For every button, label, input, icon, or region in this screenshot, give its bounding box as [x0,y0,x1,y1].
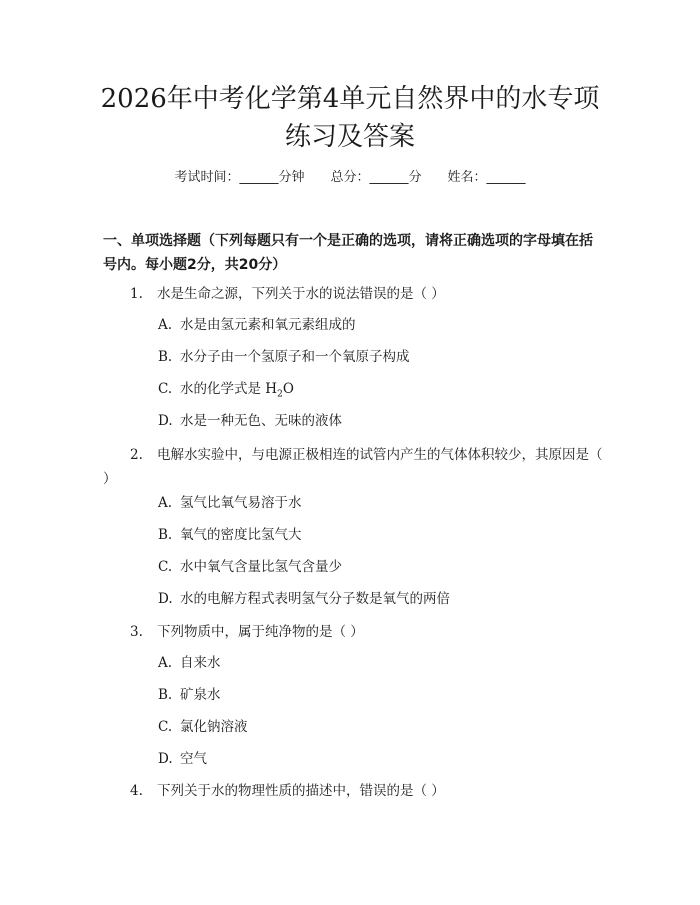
question-text: 下列关于水的物理性质的描述中，错误的是（ ） [157,783,445,799]
question-4 [103,779,603,803]
question-text: 水是生命之源，下列关于水的说法错误的是（ ） [157,286,445,302]
question-1-option-d [158,411,598,431]
total-score-label: 总分：______分 [330,170,422,185]
option-text: 空气 [180,751,207,767]
question-number: 1. [130,286,143,302]
subscript: 2 [277,389,283,400]
student-name-label: 姓名：______ [447,170,526,185]
section-heading-single-choice: 一、单项选择题（下列每题只有一个是正确的选项，请将正确选项的字母填在括号内。每小题2分，共20分） [103,233,593,273]
option-letter: A. [158,495,173,511]
question-1-option-c [158,379,598,405]
option-letter: D. [158,591,173,607]
option-text: 氯化钠溶液 [180,719,248,735]
question-3-option-d [158,749,598,769]
question-text: 下列物质中，属于纯净物的是（ ） [157,624,364,640]
question-2-option-a [158,493,598,513]
option-letter: B. [158,687,173,703]
question-2 [103,443,603,491]
question-3-option-a [158,653,598,673]
question-3-option-b [158,685,598,705]
question-number: 2. [130,447,143,463]
question-number: 4. [130,783,143,799]
option-text: 氧气的密度比氢气大 [180,527,302,543]
option-text: 水的化学式是 H [180,381,278,397]
question-1 [103,282,603,306]
option-text: 氢气比氧气易溶于水 [180,495,302,511]
question-1-option-a [158,315,598,335]
question-text: 电解水实验中，与电源正极相连的试管内产生的气体体积较少，其原因是（ ） [103,447,603,487]
option-text: 水中氧气含量比氢气含量少 [180,559,342,575]
option-text: 自来水 [180,655,221,671]
title-line-2: 练习及答案 [284,122,415,152]
question-number: 3. [130,624,143,640]
option-letter: C. [158,559,173,575]
option-text: 矿泉水 [180,687,221,703]
question-2-option-d [158,589,598,609]
option-text: 水分子由一个氢原子和一个氧原子构成 [180,349,410,365]
title-line-1: 2026年中考化学第4单元自然界中的水专项 [100,84,600,114]
exam-meta [0,168,700,188]
option-text: 水的电解方程式表明氢气分子数是氧气的两倍 [180,591,450,607]
option-letter: D. [158,413,173,429]
option-letter: A. [158,317,173,333]
option-letter: A. [158,655,173,671]
document-title [60,80,640,156]
question-3-option-c [158,717,598,737]
option-letter: D. [158,751,173,767]
option-text-suffix: O [282,381,294,397]
option-text: 水是由氢元素和氧元素组成的 [180,317,356,333]
exam-time-label: 考试时间：______分钟 [174,170,305,185]
option-letter: C. [158,381,173,397]
option-letter: B. [158,527,173,543]
question-2-option-c [158,557,598,577]
option-text: 水是一种无色、无味的液体 [180,413,342,429]
question-3 [103,620,603,644]
option-letter: B. [158,349,173,365]
option-letter: C. [158,719,173,735]
question-2-option-b [158,525,598,545]
question-1-option-b [158,347,598,367]
